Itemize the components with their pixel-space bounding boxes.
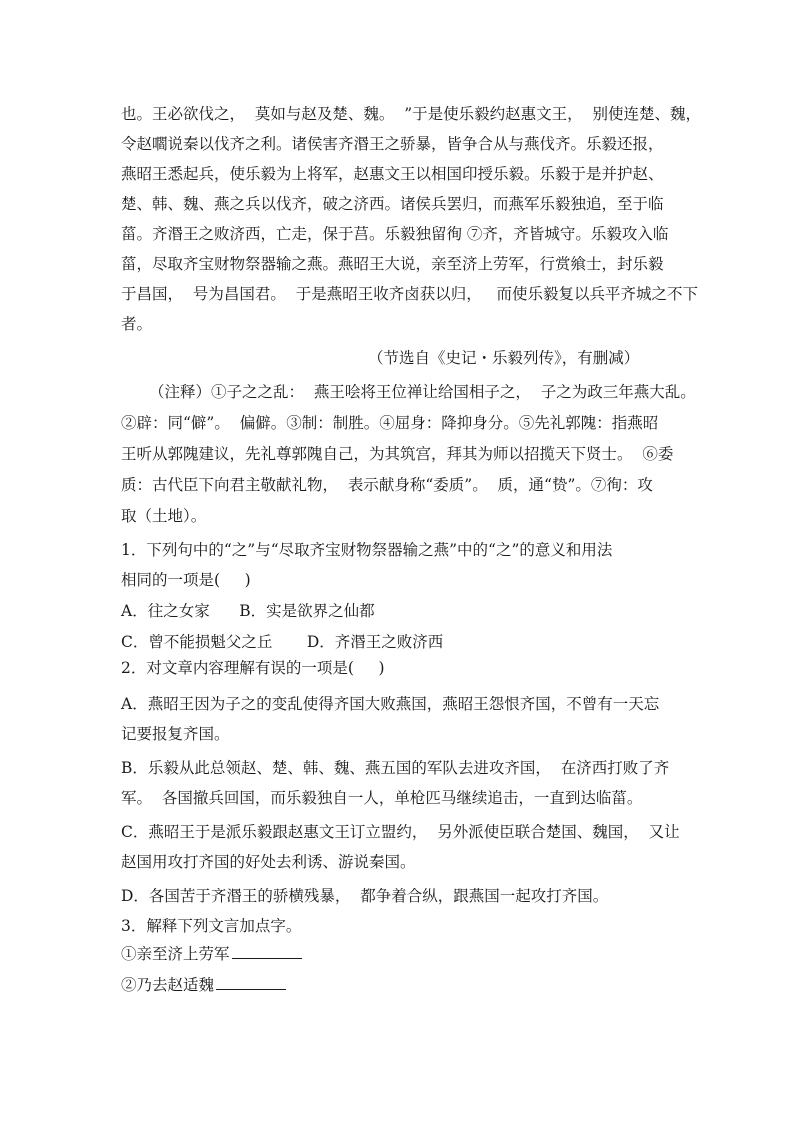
passage-source: （节选自《史记・乐毅列传》，有删减） [368, 349, 640, 367]
q2-option-line: 赵国用攻打齐国的好处去利诱、游说秦国。 [121, 853, 416, 871]
passage-line: 者。 [121, 315, 153, 333]
q2-stem: 2．对文章内容理解有误的一项是( ) [121, 659, 385, 677]
q3-item-text: ①亲至济上劳军 [121, 945, 230, 963]
q3-stem: 3．解释下列文言加点字。 [121, 917, 302, 935]
note-line: ②辟：同“僻”。 偏僻。③制：制胜。④屈身：降抑身分。⑤先礼郭隗：指燕昭 [121, 414, 659, 432]
q3-item [121, 944, 302, 964]
passage-line: 燕昭王悉起兵，使乐毅为上将军，赵惠文王以相国印授乐毅。乐毅于是并护赵、 [121, 165, 664, 183]
q2-option-line: B．乐毅从此总领赵、楚、韩、魏、燕五国的军队去进攻齐国， 在济西打败了齐 [121, 759, 670, 777]
q2-option-line: 记要报复齐国。 [121, 725, 230, 743]
passage-line: 令赵嚪说秦以伐齐之利。诸侯害齐湣王之骄暴，皆争合从与燕伐齐。乐毅还报， [121, 135, 664, 153]
note-line: （注释）①子之之乱： 燕王哙将王位禅让给国相子之， 子之为政三年燕大乱。 [149, 383, 696, 401]
passage-line: 也。王必欲伐之， 莫如与赵及楚、魏。 ”于是使乐毅约赵惠文王， 别使连楚、魏， [121, 105, 701, 123]
q1-options-row: C．曾不能损魁父之丘 D．齐湣王之败济西 [121, 633, 444, 651]
passage-line: 于昌国， 号为昌国君。 于是燕昭王收齐卤获以归， 而使乐毅复以兵平齐城之不下 [121, 285, 698, 303]
q3-item [121, 975, 286, 995]
q1-stem: 1．下列句中的“之”与“尽取齐宝财物祭器输之燕”中的“之”的意义和用法 [121, 541, 613, 559]
passage-line: 菑。齐湣王之败济西，亡走，保于莒。乐毅独留徇 ⑦齐，齐皆城守。乐毅攻入临 [121, 225, 669, 243]
passage-line: 楚、韩、魏、燕之兵以伐齐，破之济西。诸侯兵罢归，而燕军乐毅独追，至于临 [121, 195, 664, 213]
q1-options-row: A．往之女家 B．实是欲界之仙都 [121, 602, 375, 620]
note-line: 质：古代臣下向君主敬献礼物， 表示献身称“委质”。 质，通“贽”。⑦徇：攻 [121, 476, 653, 494]
q3-item-text: ②乃去赵适魏 [121, 976, 215, 994]
note-line: 王听从郭隗建议，先礼尊郭隗自己，为其筑宫，拜其为师以招揽天下贤士。 ⑥委 [121, 445, 674, 463]
note-line: 取（土地）。 [121, 507, 207, 525]
q1-stem-cont: 相同的一项是( ) [121, 571, 251, 589]
answer-blank[interactable] [216, 975, 286, 990]
q2-option-line: A．燕昭王因为子之的变乱使得齐国大败燕国，燕昭王怨恨齐国，不曾有一天忘 [121, 695, 660, 713]
q2-option-line: 军。 各国撤兵回国，而乐毅独自一人，单枪匹马继续追击，一直到达临菑。 [121, 789, 643, 807]
q2-option-line: C．燕昭王于是派乐毅跟赵惠文王订立盟约， 另外派使臣联合楚国、魏国， 又让 [121, 823, 680, 841]
q2-option-line: D．各国苦于齐湣王的骄横残暴， 都争着合纵，跟燕国一起攻打齐国。 [121, 887, 609, 905]
answer-blank[interactable] [232, 944, 302, 959]
passage-line: 菑，尽取齐宝财物祭器输之燕。燕昭王大说，亲至济上劳军，行赏飨士，封乐毅 [121, 255, 664, 273]
